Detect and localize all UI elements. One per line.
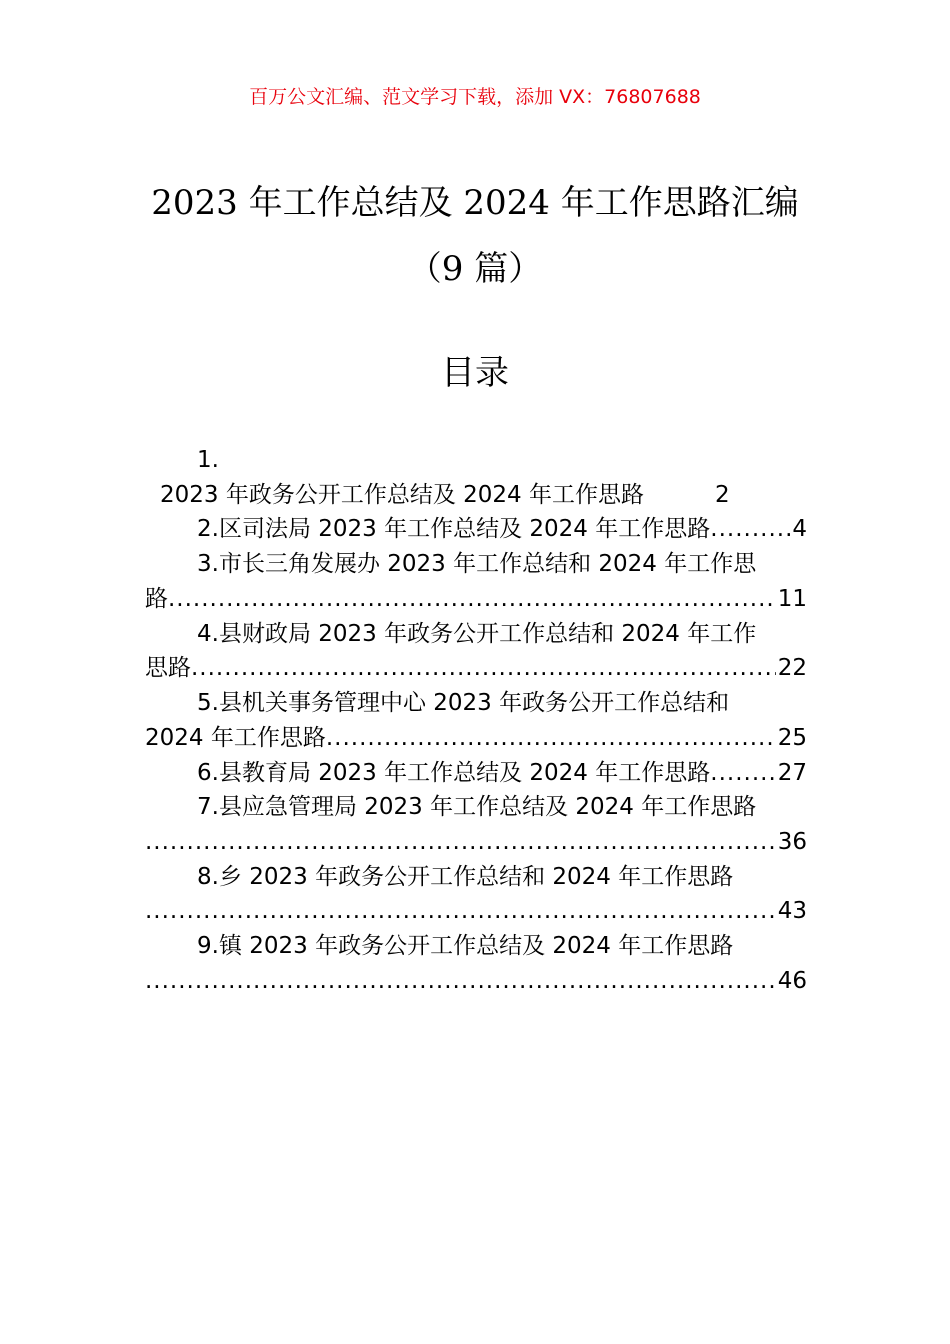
toc-entry-6-page: 27 — [777, 760, 807, 786]
toc-entry-3-continuation[interactable] — [145, 584, 807, 614]
toc-entry-2-leader — [710, 514, 790, 544]
toc-entry-1-page[interactable]: 2 — [715, 482, 730, 508]
toc-entry-7-page: 36 — [777, 829, 807, 855]
document-subtitle-count: （9 篇） — [407, 249, 543, 289]
toc-entry-1-title[interactable]: 2023 年政务公开工作总结及 2024 年工作思路 — [160, 482, 644, 508]
toc-entry-6[interactable] — [145, 758, 807, 788]
toc-entry-8-leader — [145, 896, 776, 926]
toc-entry-5-leader — [326, 723, 776, 753]
document-title: 2023 年工作总结及 2024 年工作思路汇编 — [151, 183, 799, 223]
toc-heading: 目录 — [441, 353, 509, 393]
toc-entry-4-title[interactable]: 4.县财政局 2023 年政务公开工作总结和 2024 年工作 — [197, 621, 757, 647]
toc-entry-7-continuation[interactable] — [145, 827, 807, 857]
toc-entry-5-page: 25 — [777, 725, 807, 751]
toc-entry-4-continuation[interactable] — [145, 653, 807, 683]
toc-entry-8-title[interactable]: 8.乡 2023 年政务公开工作总结和 2024 年工作思路 — [197, 864, 734, 890]
header-download-note: 百万公文汇编、范文学习下载，添加 VX：76807688 — [249, 86, 701, 108]
toc-entry-8-continuation[interactable] — [145, 896, 807, 926]
toc-entry-5-continuation[interactable] — [145, 723, 807, 753]
toc-entry-1-number[interactable]: 1. — [197, 447, 219, 473]
toc-entry-3-leader — [168, 584, 776, 614]
toc-entry-6-leader — [710, 758, 775, 788]
toc-entry-2-title: 2.区司法局 2023 年工作总结及 2024 年工作思路 — [197, 516, 711, 542]
toc-entry-5-title-cont: 2024 年工作思路 — [145, 725, 326, 751]
toc-entry-6-title: 6.县教育局 2023 年工作总结及 2024 年工作思路 — [197, 760, 711, 786]
toc-entry-4-title-cont: 思路 — [145, 655, 191, 681]
toc-entry-4-page: 22 — [777, 655, 807, 681]
toc-entry-3-page: 11 — [777, 586, 807, 612]
toc-entry-7-title[interactable]: 7.县应急管理局 2023 年工作总结及 2024 年工作思路 — [197, 794, 757, 820]
toc-entry-5-title[interactable]: 5.县机关事务管理中心 2023 年政务公开工作总结和 — [197, 690, 730, 716]
toc-entry-9-continuation[interactable] — [145, 966, 807, 996]
toc-entry-7-leader — [145, 827, 776, 857]
toc-entry-9-page: 46 — [777, 968, 807, 994]
toc-entry-2[interactable] — [145, 514, 807, 544]
toc-entry-9-leader — [145, 966, 776, 996]
toc-entry-3-title[interactable]: 3.市长三角发展办 2023 年工作总结和 2024 年工作思 — [197, 551, 757, 577]
toc-entry-3-title-cont: 路 — [145, 586, 168, 612]
toc-entry-2-page: 4 — [792, 516, 807, 542]
toc-entry-8-page: 43 — [777, 898, 807, 924]
toc-entry-9-title[interactable]: 9.镇 2023 年政务公开工作总结及 2024 年工作思路 — [197, 933, 734, 959]
toc-entry-4-leader — [191, 653, 776, 683]
